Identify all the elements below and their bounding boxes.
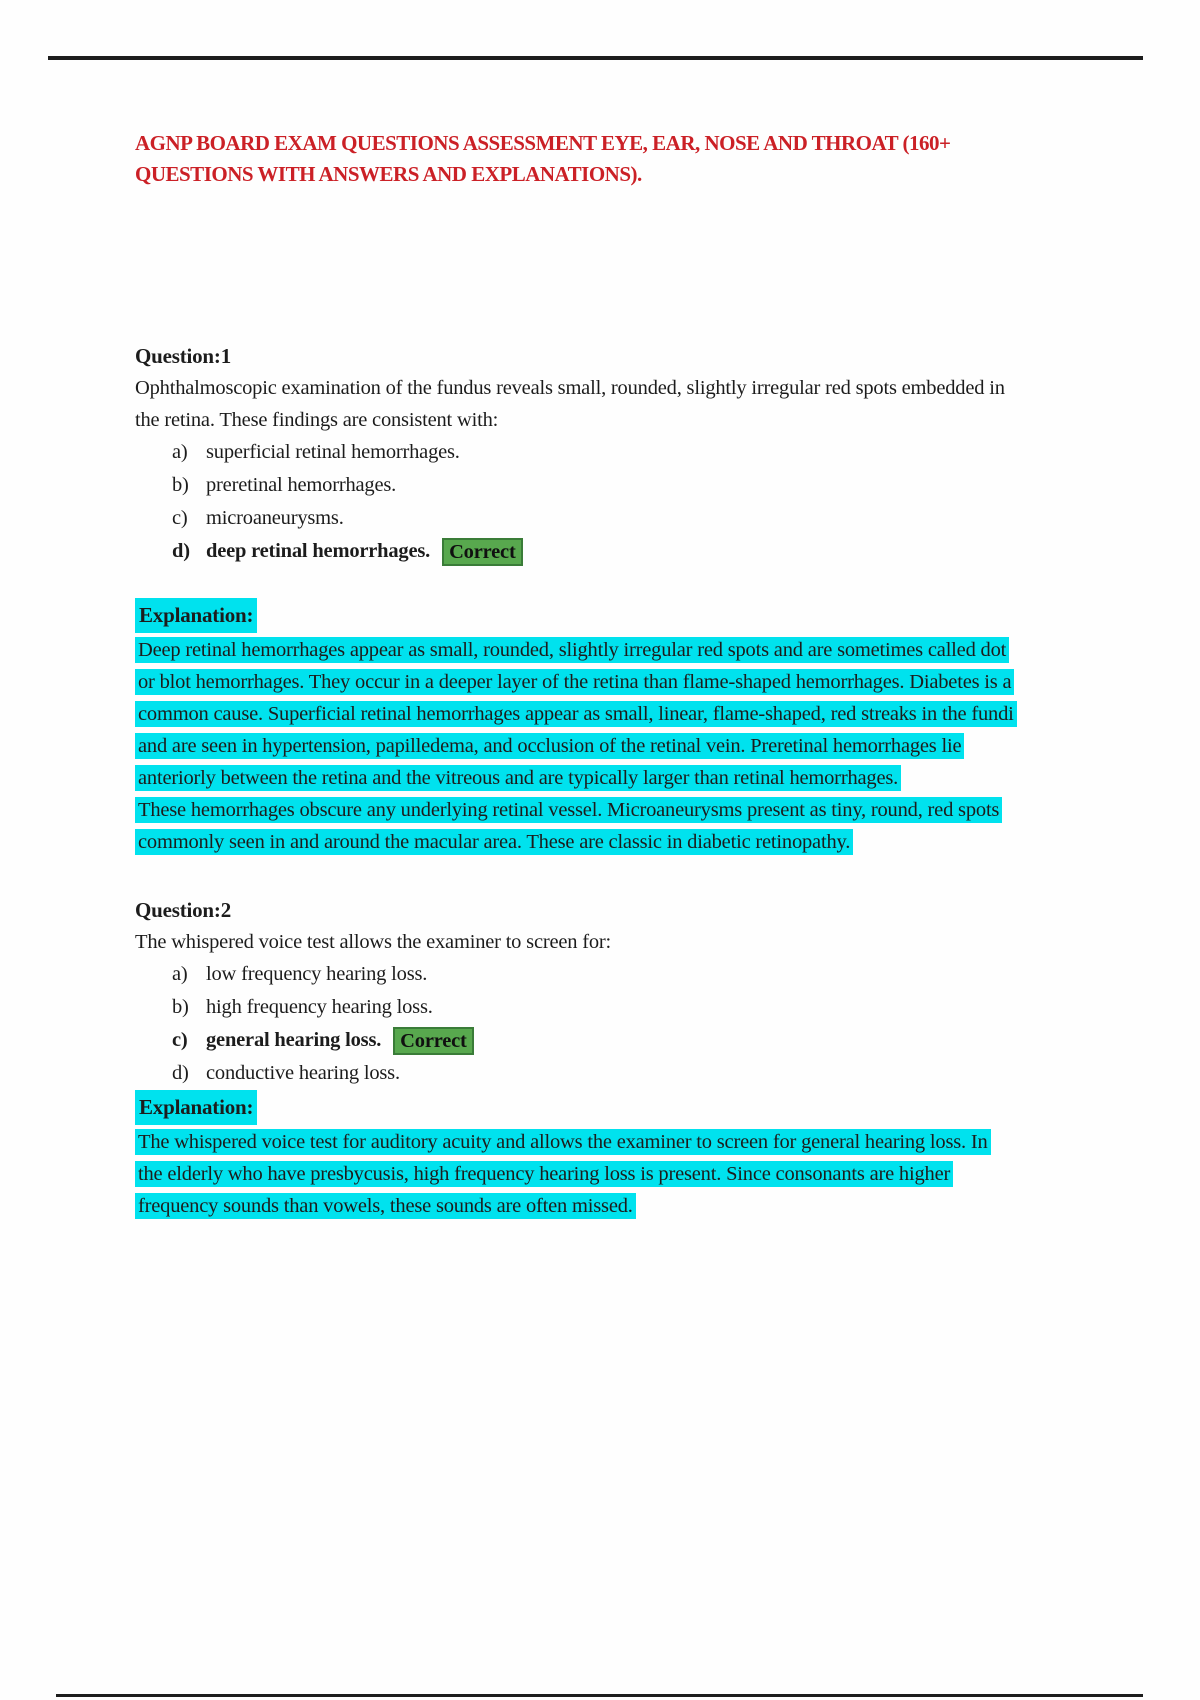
- explanation-paragraph: [135, 634, 1015, 794]
- option-row-a: [172, 958, 1015, 991]
- explanation-paragraph: [135, 794, 1015, 858]
- option-row-d-correct: [172, 535, 1015, 568]
- explanation-label: Explanation:: [135, 1090, 257, 1125]
- option-text: general hearing loss.: [206, 1029, 382, 1051]
- question-text: The whispered voice test allows the examiner to screen for:: [135, 931, 612, 953]
- option-text: deep retinal hemorrhages.: [206, 540, 431, 562]
- option-letter: b): [172, 474, 189, 496]
- question-label: Question:1: [135, 344, 232, 368]
- option-letter: b): [172, 996, 189, 1018]
- explanation-label-row: [135, 598, 1015, 634]
- explanation-label: Explanation:: [135, 598, 257, 633]
- option-text: high frequency hearing loss.: [206, 996, 433, 1018]
- option-row-b: [172, 469, 1015, 502]
- question-block-2: [135, 894, 1015, 1222]
- page-content: [135, 128, 1015, 1222]
- explanation-paragraph: [135, 1126, 1015, 1222]
- option-text: conductive hearing loss.: [206, 1062, 400, 1084]
- option-text: low frequency hearing loss.: [206, 963, 428, 985]
- option-row-d: [172, 1057, 1015, 1090]
- question-text: Ophthalmoscopic examination of the fundus reveals small, rounded, slightly irregular red spots embedded in the retina. These findings are consistent with:: [135, 377, 1005, 431]
- question-block-1: [135, 340, 1015, 858]
- option-letter: c): [172, 1029, 188, 1051]
- option-text: superficial retinal hemorrhages.: [206, 441, 460, 463]
- options-list: [135, 436, 1015, 568]
- highlighted-text: Deep retinal hemorrhages appear as small, rounded, slightly irregular red spots and are sometimes called dot or blot hemorrhages. They occur in a deeper layer of the retina than flame-shaped hemorrhages. Diabetes is a common cause. Superficial retinal hemorrhages appear as small, linear, flame-shaped, red streaks in the fundi and are seen in hypertension, papilledema, and occlusion of the retinal vein. Preretinal hemorrhages lie anteriorly between the retina and the vitreous and are typically larger than retinal hemorrhages.: [135, 637, 1017, 791]
- option-text: preretinal hemorrhages.: [206, 474, 397, 496]
- bottom-horizontal-rule: [56, 1694, 1143, 1697]
- page-title: AGNP BOARD EXAM QUESTIONS ASSESSMENT EYE, EAR, NOSE AND THROAT (160+ QUESTIONS WITH ANSWERS AND EXPLANATIONS).: [135, 131, 951, 186]
- option-row-c-correct: [172, 1024, 1015, 1057]
- option-letter: d): [172, 540, 190, 562]
- top-horizontal-rule: [48, 56, 1143, 60]
- option-letter: c): [172, 507, 188, 529]
- option-row-c: [172, 502, 1015, 535]
- correct-answer-badge: Correct: [393, 1027, 474, 1055]
- options-list: [135, 958, 1015, 1090]
- option-text: microaneurysms.: [206, 507, 344, 529]
- explanation-label-row: [135, 1090, 1015, 1126]
- option-letter: a): [172, 441, 188, 463]
- highlighted-text: The whispered voice test for auditory acuity and allows the examiner to screen for general hearing loss. In the elderly who have presbycusis, high frequency hearing loss is present. Since consonants are higher frequency sounds than vowels, these sounds are often missed.: [135, 1129, 991, 1219]
- correct-answer-badge: Correct: [442, 538, 523, 566]
- option-row-a: [172, 436, 1015, 469]
- question-label: Question:2: [135, 898, 232, 922]
- option-row-b: [172, 991, 1015, 1024]
- option-letter: d): [172, 1062, 189, 1084]
- highlighted-text: These hemorrhages obscure any underlying retinal vessel. Microaneurysms present as tiny, round, red spots commonly seen in and around the macular area. These are classic in diabetic retinopathy.: [135, 797, 1002, 855]
- option-letter: a): [172, 963, 188, 985]
